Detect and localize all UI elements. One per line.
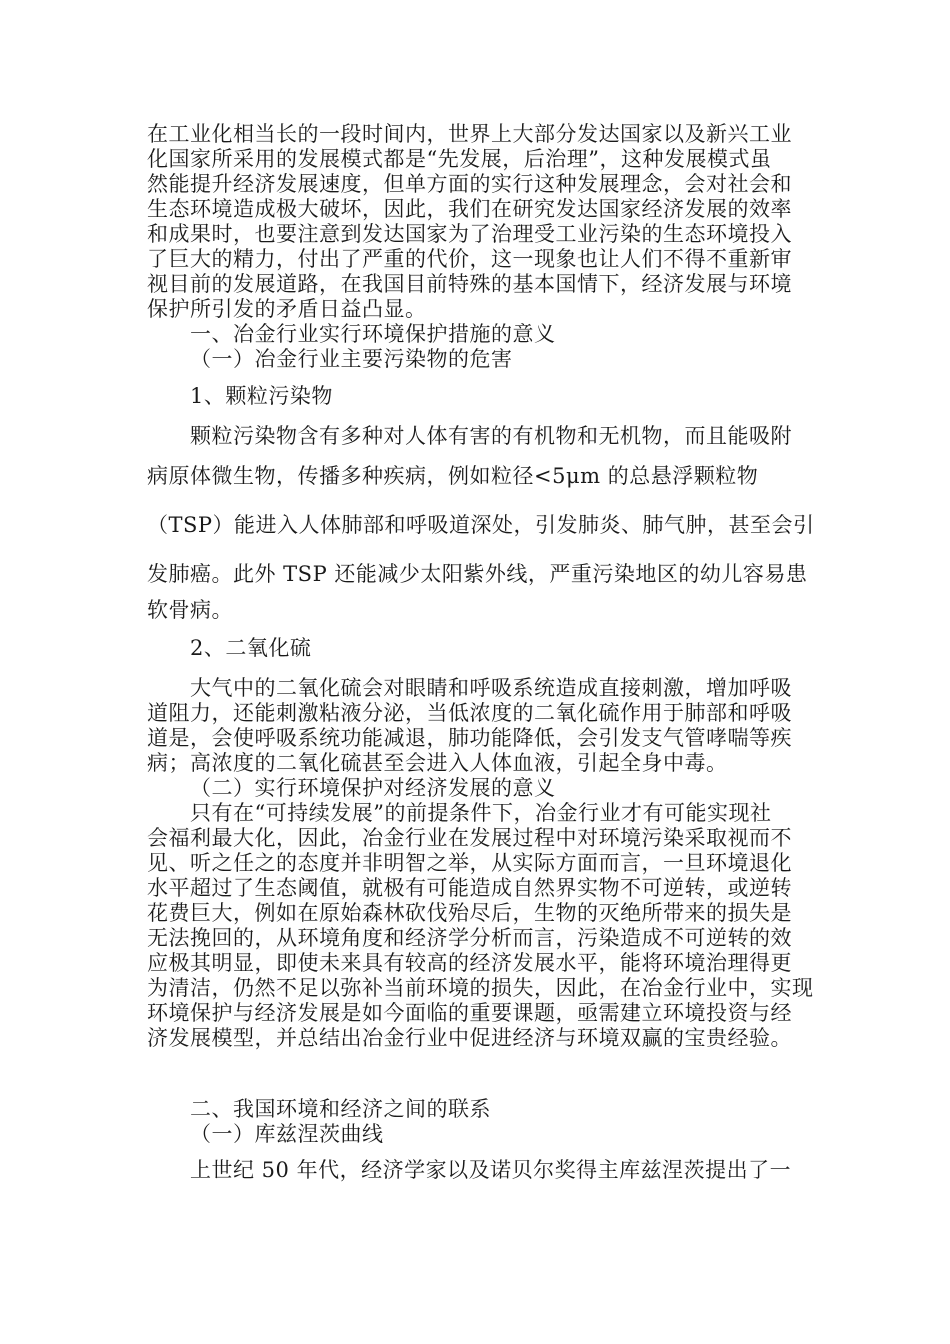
paragraph-line: 颗粒污染物含有多种对人体有害的有机物和无机物，而且能吸附 [190, 424, 792, 448]
paragraph-line: （TSP）能进入人体肺部和呼吸道深处，引发肺炎、肺气肿，甚至会引 [147, 513, 815, 537]
intro-line: 化国家所采用的发展模式都是“先发展，后治理”，这种发展模式虽 [147, 147, 772, 171]
section-heading: 二、我国环境和经济之间的联系 [190, 1097, 491, 1121]
paragraph-line: 大气中的二氧化硫会对眼睛和呼吸系统造成直接刺激，增加呼吸 [190, 676, 792, 700]
intro-line: 然能提升经济发展速度，但单方面的实行这种发展理念，会对社会和 [147, 172, 792, 196]
paragraph-line: 会福利最大化，因此，冶金行业在发展过程中对环境污染采取视而不 [147, 826, 792, 850]
intro-line: 保护所引发的矛盾日益凸显。 [147, 297, 427, 321]
paragraph-line: 发肺癌。此外 TSP 还能减少太阳紫外线，严重污染地区的幼儿容易患 [147, 562, 808, 586]
item-title: 2、二氧化硫 [190, 636, 312, 660]
paragraph-line: 病原体微生物，传播多种疾病，例如粒径<5μm 的总悬浮颗粒物 [147, 464, 759, 488]
item-title: 1、颗粒污染物 [190, 384, 333, 408]
paragraph-line: 花费巨大，例如在原始森林砍伐殆尽后，生物的灭绝所带来的损失是 [147, 901, 792, 925]
paragraph-line: 济发展模型，并总结出冶金行业中促进经济与环境双赢的宝贵经验。 [147, 1026, 792, 1050]
paragraph-line: 无法挽回的，从环境角度和经济学分析而言，污染造成不可逆转的效 [147, 926, 792, 950]
section-heading: 一、冶金行业实行环境保护措施的意义 [190, 322, 556, 346]
subsection-heading: （一）冶金行业主要污染物的危害 [190, 347, 513, 371]
subsection-heading: （一）库兹涅茨曲线 [190, 1122, 384, 1146]
intro-line: 视目前的发展道路，在我国目前特殊的基本国情下，经济发展与环境 [147, 272, 792, 296]
paragraph-line: 软骨病。 [147, 598, 233, 622]
intro-line: 了巨大的精力，付出了严重的代价，这一现象也让人们不得不重新审 [147, 247, 792, 271]
paragraph-line: 病；高浓度的二氧化硫甚至会进入人体血液，引起全身中毒。 [147, 751, 728, 775]
paragraph-line: 见、听之任之的态度并非明智之举，从实际方面而言，一旦环境退化 [147, 851, 792, 875]
intro-line: 和成果时，也要注意到发达国家为了治理受工业污染的生态环境投入 [147, 222, 792, 246]
intro-line: 生态环境造成极大破坏，因此，我们在研究发达国家经济发展的效率 [147, 197, 792, 221]
paragraph-line: 为清洁，仍然不足以弥补当前环境的损失，因此，在冶金行业中，实现 [147, 976, 814, 1000]
subsection-heading: （二）实行环境保护对经济发展的意义 [190, 776, 556, 800]
intro-line: 在工业化相当长的一段时间内，世界上大部分发达国家以及新兴工业 [147, 122, 792, 146]
paragraph-line: 只有在“可持续发展”的前提条件下，冶金行业才有可能实现社 [190, 801, 772, 825]
paragraph-line: 环境保护与经济发展是如今面临的重要课题，亟需建立环境投资与经 [147, 1001, 792, 1025]
paragraph-line: 道是，会使呼吸系统功能减退，肺功能降低，会引发支气管哮喘等疾 [147, 726, 792, 750]
paragraph-line: 应极其明显，即使未来具有较高的经济发展水平，能将环境治理得更 [147, 951, 792, 975]
paragraph-line: 水平超过了生态阈值，就极有可能造成自然界实物不可逆转，或逆转 [147, 876, 792, 900]
paragraph-line: 上世纪 50 年代，经济学家以及诺贝尔奖得主库兹涅茨提出了一 [190, 1158, 792, 1182]
paragraph-line: 道阻力，还能刺激粘液分泌，当低浓度的二氧化硫作用于肺部和呼吸 [147, 701, 792, 725]
